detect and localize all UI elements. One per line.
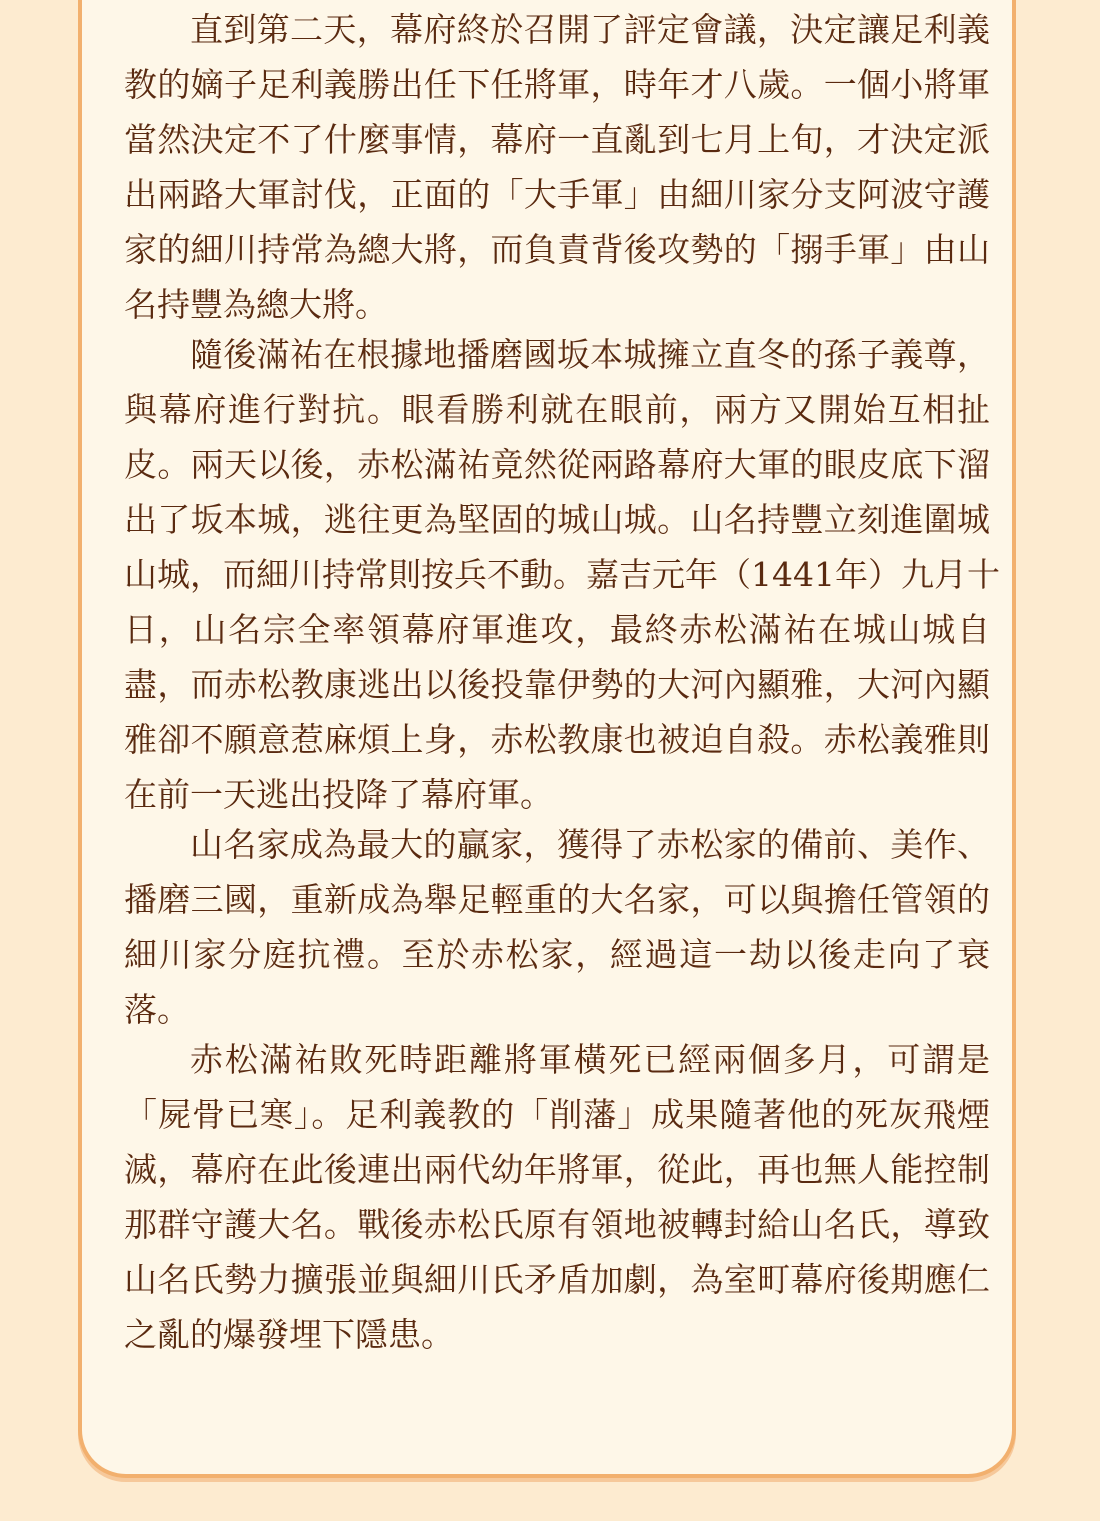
text-line: 直到第二天，幕府終於召開了評定會議，決定讓足利義 <box>190 10 990 49</box>
text-line: 落。 <box>124 990 190 1029</box>
paragraph <box>124 1032 990 1362</box>
text-line: 播磨三國，重新成為舉足輕重的大名家，可以與擔任管領的 <box>124 880 990 919</box>
text-line: 赤松滿祐敗死時距離將軍橫死已經兩個多月，可謂是 <box>190 1040 990 1079</box>
text-line: 當然決定不了什麼事情，幕府一直亂到七月上旬，才決定派 <box>124 120 990 159</box>
text-line: 家的細川持常為總大將，而負責背後攻勢的「搦手軍」由山 <box>124 230 990 269</box>
text-line: 那群守護大名。戰後赤松氏原有領地被轉封給山名氏，導致 <box>124 1205 990 1244</box>
text-line: 山名家成為最大的贏家，獲得了赤松家的備前、美作、 <box>190 825 990 864</box>
text-line: 名持豐為總大將。 <box>124 285 388 324</box>
text-line: 出兩路大軍討伐，正面的「大手軍」由細川家分支阿波守護 <box>124 175 990 214</box>
paragraph <box>124 2 990 332</box>
text-line: 隨後滿祐在根據地播磨國坂本城擁立直冬的孫子義尊， <box>190 335 990 374</box>
text-line: 「屍骨已寒」。足利義教的「削藩」成果隨著他的死灰飛煙 <box>124 1095 990 1134</box>
text-line: 盡，而赤松教康逃出以後投靠伊勢的大河內顯雅，大河內顯 <box>124 665 990 704</box>
text-line: 山名氏勢力擴張並與細川氏矛盾加劇，為室町幕府後期應仁 <box>124 1260 990 1299</box>
text-line: 山城，而細川持常則按兵不動。嘉吉元年（1441年）九月十 <box>124 555 1000 594</box>
text-line: 雅卻不願意惹麻煩上身，赤松教康也被迫自殺。赤松義雅則 <box>124 720 990 759</box>
text-line: 日，山名宗全率領幕府軍進攻，最終赤松滿祐在城山城自 <box>124 610 990 649</box>
text-line: 皮。兩天以後，赤松滿祐竟然從兩路幕府大軍的眼皮底下溜 <box>124 445 990 484</box>
text-line: 細川家分庭抗禮。至於赤松家，經過這一劫以後走向了衰 <box>124 935 990 974</box>
text-line: 出了坂本城，逃往更為堅固的城山城。山名持豐立刻進圍城 <box>124 500 990 539</box>
text-line: 之亂的爆發埋下隱患。 <box>124 1315 454 1354</box>
paragraph <box>124 327 1000 822</box>
text-line: 教的嫡子足利義勝出任下任將軍，時年才八歲。一個小將軍 <box>124 65 990 104</box>
text-line: 在前一天逃出投降了幕府軍。 <box>124 775 553 814</box>
text-line: 與幕府進行對抗。眼看勝利就在眼前，兩方又開始互相扯 <box>124 390 990 429</box>
text-line: 滅，幕府在此後連出兩代幼年將軍，從此，再也無人能控制 <box>124 1150 990 1189</box>
paragraph <box>124 817 990 1037</box>
